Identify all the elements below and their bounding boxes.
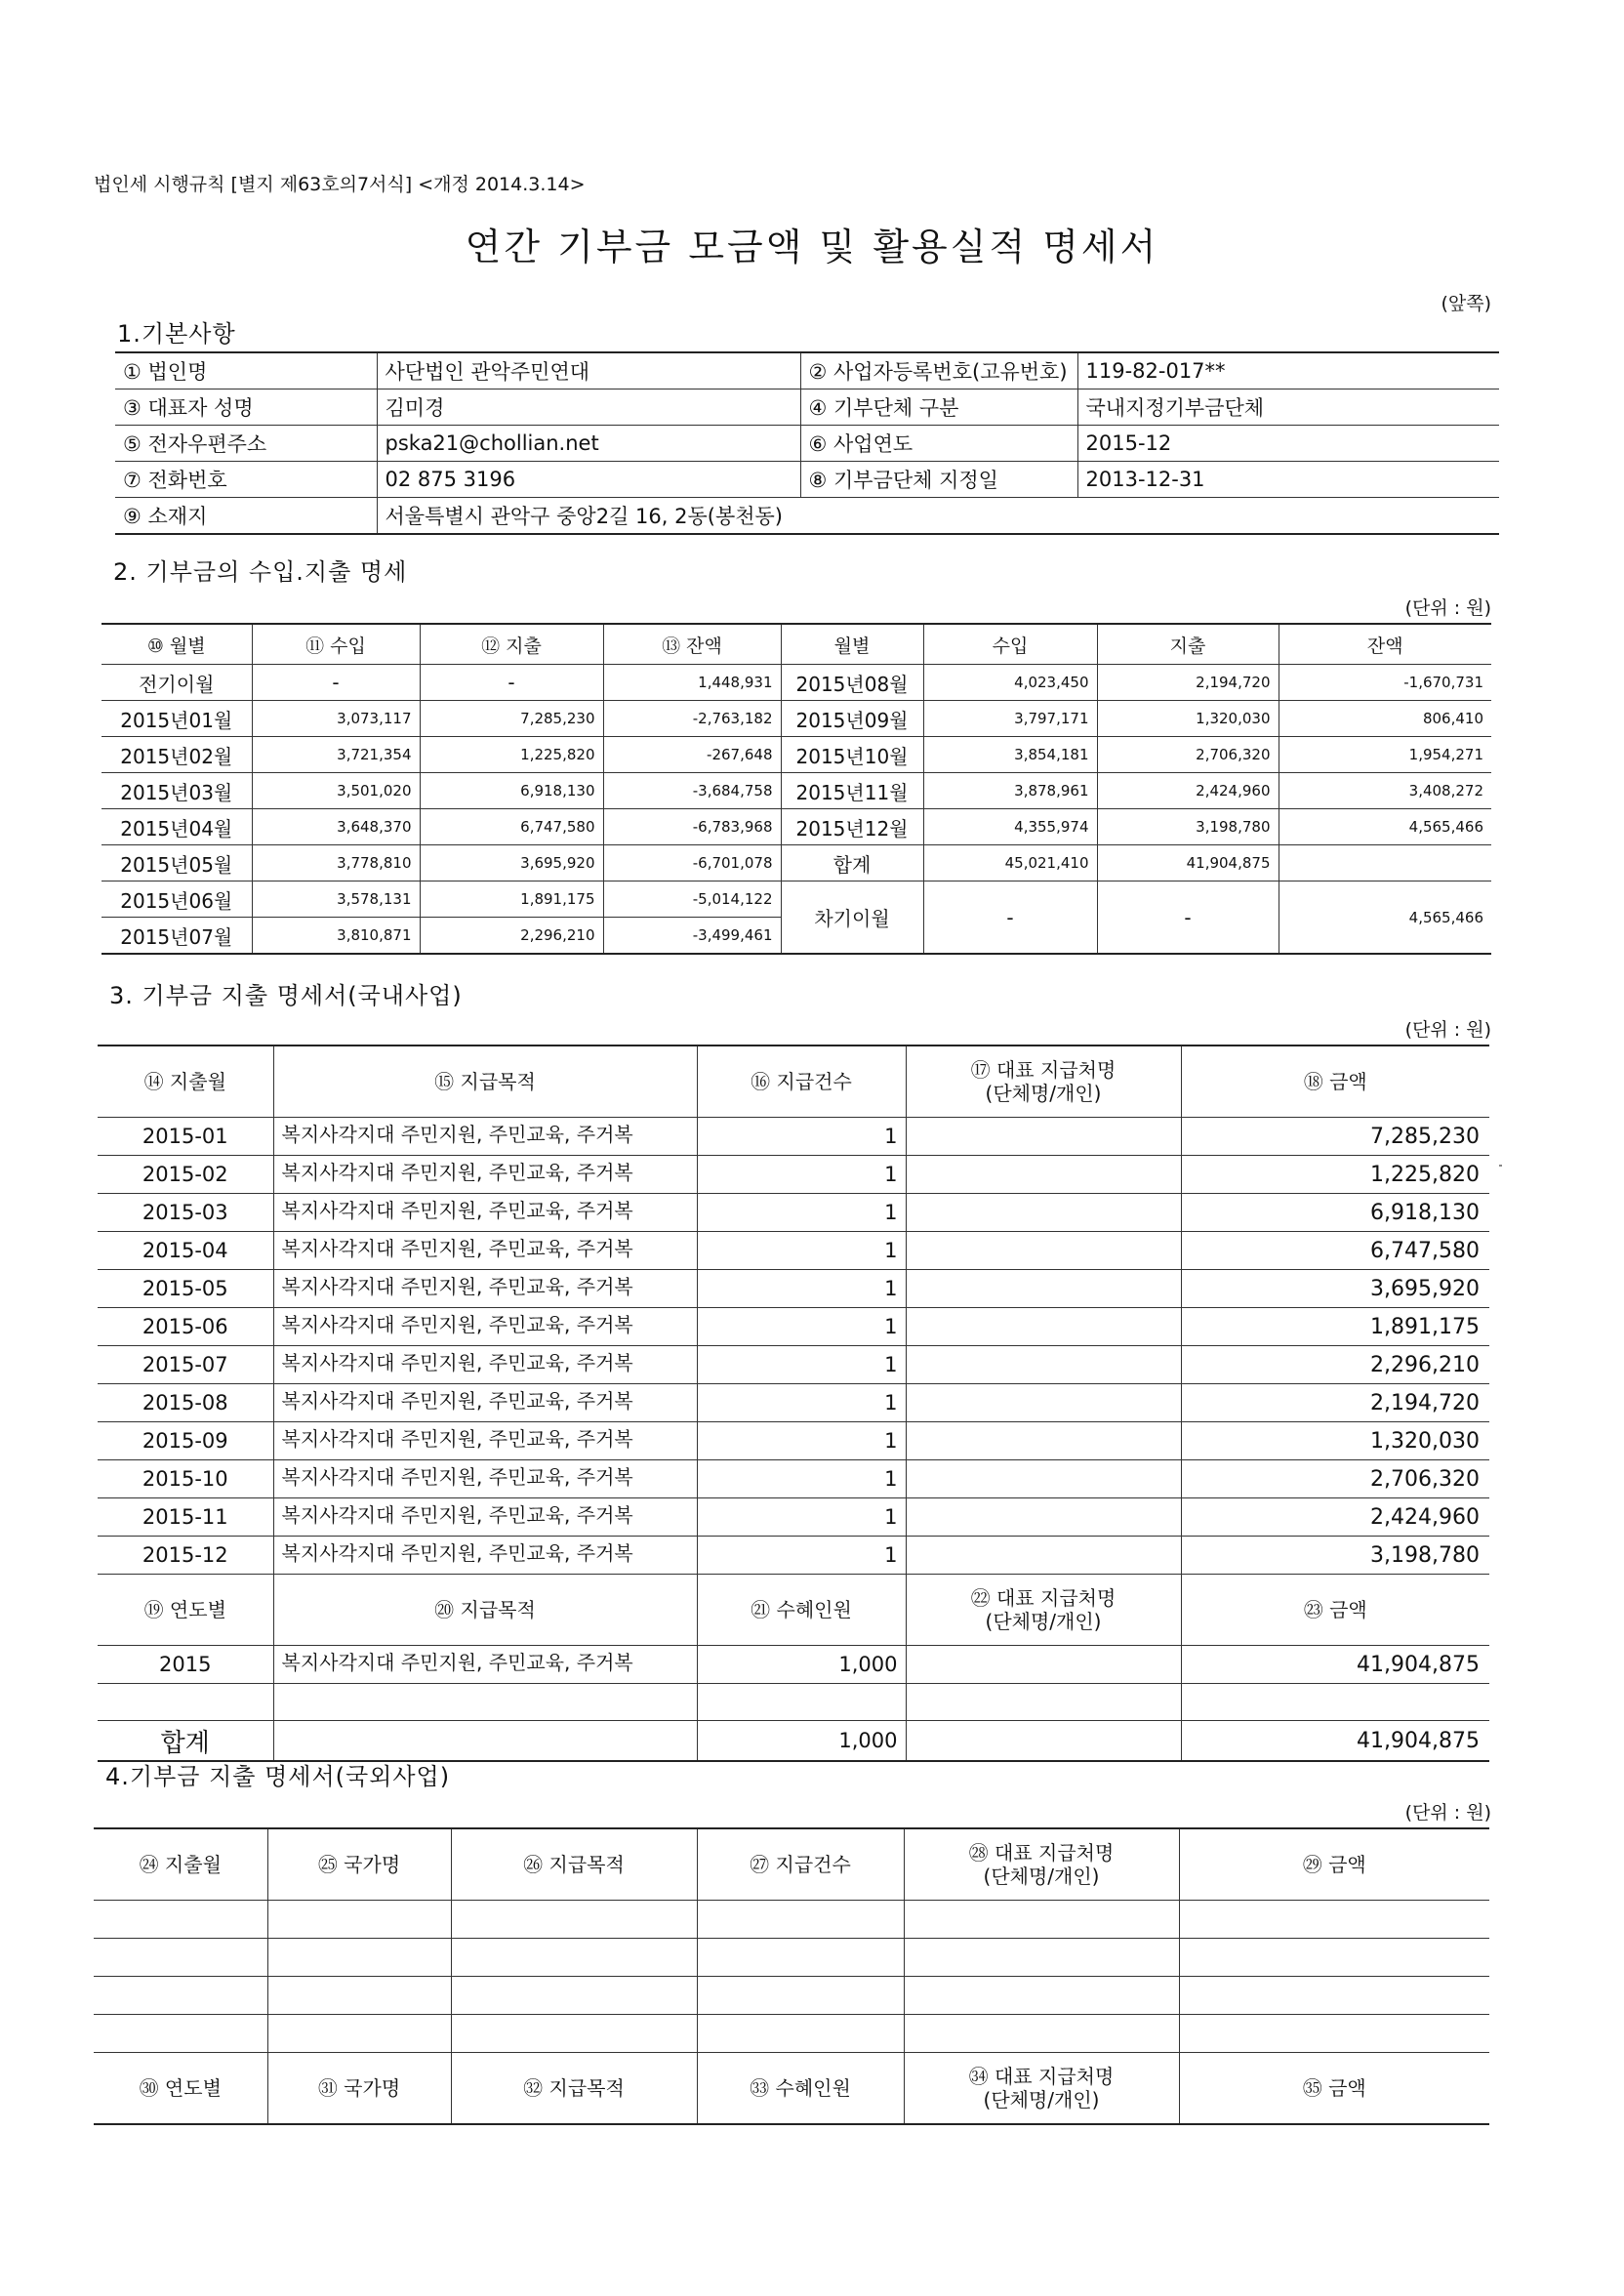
section2-title: 2. 기부금의 수입.지출 명세 [113,558,408,586]
income-cell: 3,073,117 [252,701,420,737]
domestic-expense-row [98,1232,1489,1270]
header-expense-month: ㉔ 지출월 [94,1828,267,1901]
balance-cell: -1,670,731 [1279,665,1491,701]
purpose-cell: 복지사각지대 주민지원, 주민교육, 주거복 [273,1422,697,1460]
total-beneficiaries: 1,000 [697,1721,906,1762]
info-label: ④ 기부단체 구분 [800,390,1077,426]
address-row [115,498,1499,535]
amount-cell: 2,296,210 [1181,1346,1489,1384]
purpose-cell: 복지사각지대 주민지원, 주민교육, 주거복 [273,1384,697,1422]
count-cell: 1 [697,1308,906,1346]
monthly-header-cell: 지출 [1097,624,1279,665]
expense-cell: 3,198,780 [1097,809,1279,845]
income-cell: 3,721,354 [252,737,420,773]
balance-cell: 1,448,931 [603,665,781,701]
monthly-income-expense-table [102,623,1491,955]
income-cell: 3,854,181 [923,737,1097,773]
domestic-expense-table [98,1045,1489,1762]
header-purpose: ㉖ 지급목적 [451,1828,697,1901]
info-value: 119-82-017** [1077,352,1499,390]
amount-cell: 1,891,175 [1181,1308,1489,1346]
payee-cell [906,1194,1181,1232]
header-purpose: ⑮ 지급목적 [273,1046,697,1118]
balance-cell: 806,410 [1279,701,1491,737]
basic-info-table [115,351,1499,535]
section2-unit: (단위 : 원) [1404,597,1491,619]
monthly-header-cell: ⑫ 지출 [420,624,603,665]
expense-month-cell: 2015-12 [98,1537,273,1575]
domestic-expense-row [98,1422,1489,1460]
overseas-yearly-header-row [94,2053,1489,2125]
info-row [115,462,1499,498]
income-cell: 45,021,410 [923,845,1097,882]
section3-unit: (단위 : 원) [1404,1019,1491,1041]
document-title: 연간 기부금 모금액 및 활용실적 명세서 [465,226,1159,268]
amount-cell: 6,747,580 [1181,1232,1489,1270]
header-representative-payee: ⑰ 대표 지급처명 (단체명/개인) [906,1046,1181,1118]
header-payment-count: ㉗ 지급건수 [697,1828,904,1901]
payee-cell [906,1308,1181,1346]
expense-cell: - [420,665,603,701]
expense-cell: 1,891,175 [420,882,603,918]
month-cell: 2015년08월 [781,665,923,701]
income-cell: 3,501,020 [252,773,420,809]
info-value: 2013-12-31 [1077,462,1499,498]
purpose-cell: 복지사각지대 주민지원, 주민교육, 주거복 [273,1308,697,1346]
total-amount: 41,904,875 [1181,1721,1489,1762]
income-cell: 3,797,171 [923,701,1097,737]
month-cell: 2015년07월 [102,918,252,955]
payee-cell [906,1537,1181,1575]
payee-cell [906,1232,1181,1270]
payee-cell [906,1270,1181,1308]
income-cell: 3,810,871 [252,918,420,955]
info-value: 02 875 3196 [377,462,800,498]
purpose-cell: 복지사각지대 주민지원, 주민교육, 주거복 [273,1118,697,1156]
expense-month-cell: 2015-02 [98,1156,273,1194]
empty-row [94,1939,1489,1977]
income-cell: 3,778,810 [252,845,420,882]
domestic-expense-row [98,1346,1489,1384]
purpose-cell: 복지사각지대 주민지원, 주민교육, 주거복 [273,1537,697,1575]
income-cell: 4,355,974 [923,809,1097,845]
yearly-row [98,1646,1489,1684]
expense-cell: 1,320,030 [1097,701,1279,737]
amount-cell: 3,695,920 [1181,1270,1489,1308]
month-cell: 2015년10월 [781,737,923,773]
domestic-expense-row [98,1384,1489,1422]
balance-cell: -6,701,078 [603,845,781,882]
section4-unit: (단위 : 원) [1404,1802,1491,1824]
count-cell: 1 [697,1270,906,1308]
balance-cell: -267,648 [603,737,781,773]
header-year: ㉚ 연도별 [94,2053,267,2125]
expense-month-cell: 2015-11 [98,1498,273,1537]
domestic-expense-row [98,1537,1489,1575]
count-cell: 1 [697,1422,906,1460]
month-cell: 2015년09월 [781,701,923,737]
info-value: 사단법인 관악주민연대 [377,352,800,390]
expense-month-cell: 2015-01 [98,1118,273,1156]
expense-cell: 3,695,920 [420,845,603,882]
info-value: pska21@chollian.net [377,426,800,462]
count-cell: 1 [697,1156,906,1194]
info-value: 2015-12 [1077,426,1499,462]
header-representative-payee-yearly: ㉒ 대표 지급처명 (단체명/개인) [906,1575,1181,1646]
year-cell: 2015 [98,1646,273,1684]
overseas-header-row [94,1828,1489,1901]
header-purpose-yearly: ㉜ 지급목적 [451,2053,697,2125]
info-label: ⑤ 전자우편주소 [115,426,377,462]
amount-cell: 2,424,960 [1181,1498,1489,1537]
count-cell: 1 [697,1384,906,1422]
amount-cell: 6,918,130 [1181,1194,1489,1232]
payee-cell [906,1460,1181,1498]
header-payment-count: ⑯ 지급건수 [697,1046,906,1118]
expense-cell: 6,918,130 [420,773,603,809]
income-cell: 3,878,961 [923,773,1097,809]
month-cell: 2015년11월 [781,773,923,809]
month-cell: 2015년02월 [102,737,252,773]
amount-cell: 2,706,320 [1181,1460,1489,1498]
info-label: ① 법인명 [115,352,377,390]
monthly-header-cell: 잔액 [1279,624,1491,665]
info-label: ⑥ 사업연도 [800,426,1077,462]
monthly-header-cell: ⑩ 월별 [102,624,252,665]
expense-cell: 41,904,875 [1097,845,1279,882]
monthly-header-cell: ⑪ 수입 [252,624,420,665]
count-cell: 1 [697,1498,906,1537]
balance-cell: -2,763,182 [603,701,781,737]
header-amount: ㉙ 금액 [1179,1828,1489,1901]
payee-cell [906,1118,1181,1156]
monthly-row [102,701,1491,737]
front-side-label: (앞쪽) [1441,293,1491,314]
header-beneficiaries: ㉑ 수혜인원 [697,1575,906,1646]
carry-forward-label: 차기이월 [781,882,923,955]
monthly-row [102,845,1491,882]
amount-cell: 7,285,230 [1181,1118,1489,1156]
empty-row [94,1977,1489,2015]
expense-month-cell: 2015-09 [98,1422,273,1460]
expense-month-cell: 2015-07 [98,1346,273,1384]
total-row [98,1721,1489,1762]
empty-row [98,1684,1489,1721]
header-expense-month: ⑭ 지출월 [98,1046,273,1118]
payee-cell [906,1384,1181,1422]
purpose-cell: 복지사각지대 주민지원, 주민교육, 주거복 [273,1498,697,1537]
purpose-cell: 복지사각지대 주민지원, 주민교육, 주거복 [273,1156,697,1194]
month-cell: 2015년01월 [102,701,252,737]
purpose-cell: 복지사각지대 주민지원, 주민교육, 주거복 [273,1270,697,1308]
domestic-expense-row [98,1194,1489,1232]
header-purpose-yearly: ⑳ 지급목적 [273,1575,697,1646]
monthly-row [102,737,1491,773]
count-cell: 1 [697,1194,906,1232]
header-amount-yearly: ㉟ 금액 [1179,2053,1489,2125]
overseas-expense-table [94,1827,1489,2125]
header-beneficiaries: ㉝ 수혜인원 [697,2053,904,2125]
total-label: 합계 [98,1721,273,1762]
header-year: ⑲ 연도별 [98,1575,273,1646]
amount-cell: 3,198,780 [1181,1537,1489,1575]
carry-forward-income: - [923,882,1097,955]
purpose-cell: 복지사각지대 주민지원, 주민교육, 주거복 [273,1346,697,1384]
expense-cell: 2,706,320 [1097,737,1279,773]
expense-cell: 2,194,720 [1097,665,1279,701]
info-row [115,390,1499,426]
form-regulation-note: 법인세 시행규칙 [별지 제63호의7서식] <개정 2014.3.14> [94,174,586,195]
count-cell: 1 [697,1346,906,1384]
domestic-expense-row [98,1270,1489,1308]
amount-cell: 2,194,720 [1181,1384,1489,1422]
header-amount: ⑱ 금액 [1181,1046,1489,1118]
payee-cell [906,1498,1181,1537]
monthly-row [102,773,1491,809]
income-cell: - [252,665,420,701]
expense-month-cell: 2015-06 [98,1308,273,1346]
header-representative-payee-yearly: ㉞ 대표 지급처명 (단체명/개인) [904,2053,1179,2125]
section3-title: 3. 기부금 지출 명세서(국내사업) [109,982,463,1009]
carry-forward-balance: 4,565,466 [1279,882,1491,955]
expense-month-cell: 2015-04 [98,1232,273,1270]
monthly-row [102,809,1491,845]
monthly-row [102,882,1491,918]
domestic-header-row [98,1046,1489,1118]
month-cell: 2015년03월 [102,773,252,809]
balance-cell: 1,954,271 [1279,737,1491,773]
yearly-header-row [98,1575,1489,1646]
info-label: ③ 대표자 성명 [115,390,377,426]
header-country: ㉕ 국가명 [267,1828,451,1901]
address-label: ⑨ 소재지 [115,498,377,535]
info-value: 김미경 [377,390,800,426]
domestic-expense-row [98,1460,1489,1498]
count-cell: 1 [697,1537,906,1575]
section1-title: 1.기본사항 [117,320,236,348]
info-label: ② 사업자등록번호(고유번호) [800,352,1077,390]
carry-forward-expense: - [1097,882,1279,955]
balance-cell: -3,684,758 [603,773,781,809]
income-cell: 3,648,370 [252,809,420,845]
info-value: 국내지정기부금단체 [1077,390,1499,426]
payee-cell [906,1346,1181,1384]
balance-cell: 4,565,466 [1279,809,1491,845]
balance-cell: -6,783,968 [603,809,781,845]
amount-cell: 1,225,820 [1181,1156,1489,1194]
amount-cell: 1,320,030 [1181,1422,1489,1460]
payee-cell [906,1156,1181,1194]
balance-cell: -5,014,122 [603,882,781,918]
expense-month-cell: 2015-05 [98,1270,273,1308]
month-cell: 2015년05월 [102,845,252,882]
scan-speck [1499,1165,1502,1167]
income-cell: 4,023,450 [923,665,1097,701]
balance-cell: -3,499,461 [603,918,781,955]
address-value: 서울특별시 관악구 중앙2길 16, 2동(봉천동) [377,498,1499,535]
month-cell: 2015년06월 [102,882,252,918]
empty-row [94,2015,1489,2053]
empty-row [94,1901,1489,1939]
domestic-expense-row [98,1498,1489,1537]
month-cell: 합계 [781,845,923,882]
info-label: ⑦ 전화번호 [115,462,377,498]
domestic-expense-row [98,1308,1489,1346]
section4-title: 4.기부금 지출 명세서(국외사업) [105,1763,451,1790]
balance-cell [1279,845,1491,882]
monthly-header-row [102,624,1491,665]
expense-cell: 2,296,210 [420,918,603,955]
monthly-header-cell: ⑬ 잔액 [603,624,781,665]
expense-cell: 2,424,960 [1097,773,1279,809]
income-cell: 3,578,131 [252,882,420,918]
header-amount-yearly: ㉓ 금액 [1181,1575,1489,1646]
domestic-expense-row [98,1156,1489,1194]
balance-cell: 3,408,272 [1279,773,1491,809]
purpose-cell: 복지사각지대 주민지원, 주민교육, 주거복 [273,1232,697,1270]
expense-cell: 1,225,820 [420,737,603,773]
purpose-cell: 복지사각지대 주민지원, 주민교육, 주거복 [273,1194,697,1232]
month-cell: 전기이월 [102,665,252,701]
count-cell: 1 [697,1118,906,1156]
purpose-cell: 복지사각지대 주민지원, 주민교육, 주거복 [273,1460,697,1498]
monthly-row [102,665,1491,701]
expense-month-cell: 2015-08 [98,1384,273,1422]
payee-cell [906,1422,1181,1460]
domestic-expense-row [98,1118,1489,1156]
header-representative-payee: ㉘ 대표 지급처명 (단체명/개인) [904,1828,1179,1901]
payee-cell [906,1646,1181,1684]
header-country-yearly: ㉛ 국가명 [267,2053,451,2125]
count-cell: 1 [697,1460,906,1498]
month-cell: 2015년04월 [102,809,252,845]
monthly-header-cell: 수입 [923,624,1097,665]
amount-cell: 41,904,875 [1181,1646,1489,1684]
purpose-cell: 복지사각지대 주민지원, 주민교육, 주거복 [273,1646,697,1684]
info-label: ⑧ 기부금단체 지정일 [800,462,1077,498]
expense-cell: 7,285,230 [420,701,603,737]
monthly-header-cell: 월별 [781,624,923,665]
month-cell: 2015년12월 [781,809,923,845]
count-cell: 1 [697,1232,906,1270]
expense-month-cell: 2015-03 [98,1194,273,1232]
info-row [115,426,1499,462]
beneficiaries-cell: 1,000 [697,1646,906,1684]
info-row [115,352,1499,390]
expense-month-cell: 2015-10 [98,1460,273,1498]
expense-cell: 6,747,580 [420,809,603,845]
